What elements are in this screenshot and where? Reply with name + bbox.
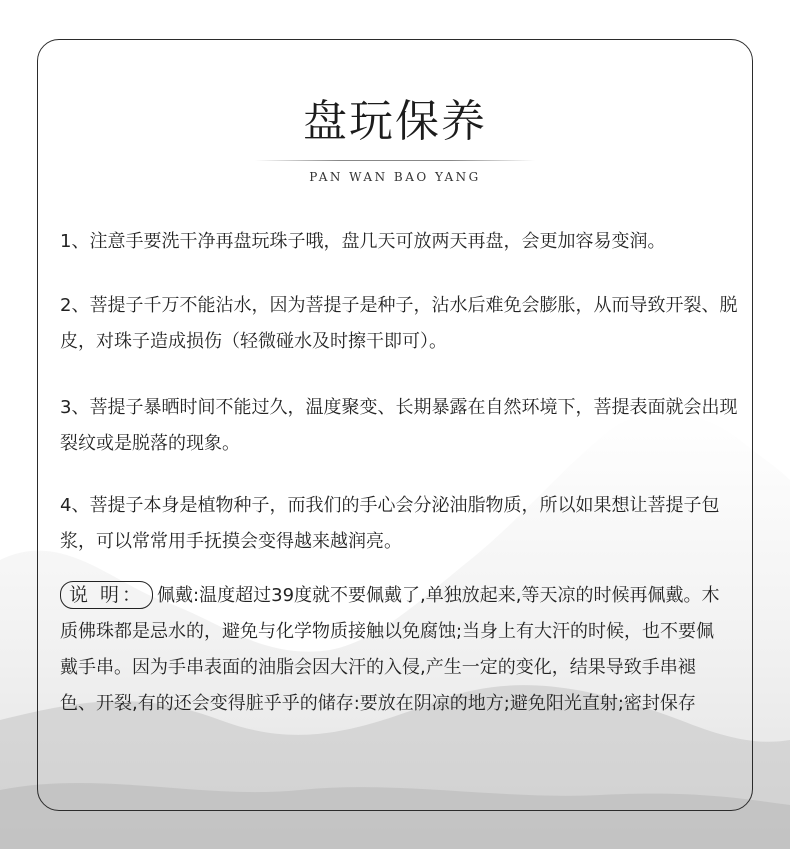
page-subtitle: PAN WAN BAO YANG	[309, 170, 481, 184]
tip-1: 1、注意手要洗干净再盘玩珠子哦，盘几天可放两天再盘，会更加容易变润。	[60, 231, 666, 252]
title-block	[0, 92, 790, 152]
note-text: 佩戴:温度超过39度就不要佩戴了,单独放起来,等天凉的时候再佩戴。木质佛珠都是忌水的，避免与化学物质接触以免腐蚀;当身上有大汗的时候，也不要佩戴手串。因为手串表面的油脂会因大汗的入侵,产生一定的变化，结果导致手串褪色、开裂,有的还会变得脏乎乎的储存:要放在阴凉的地方;避免阳光直射;密封保存	[60, 585, 720, 714]
note-label: 说 明：	[60, 581, 153, 609]
page-title: 盘玩保养	[303, 96, 487, 147]
title-divider	[255, 160, 535, 161]
note-block	[60, 578, 728, 722]
tip-2: 2、菩提子千万不能沾水，因为菩提子是种子，沾水后难免会膨胀，从而导致开裂、脱皮，对珠子造成损伤（轻微碰水及时擦干即可）。	[60, 295, 738, 352]
tip-4: 4、菩提子本身是植物种子，而我们的手心会分泌油脂物质，所以如果想让菩提子包浆，可以常常用手抚摸会变得越来越润亮。	[60, 495, 720, 552]
tip-3: 3、菩提子暴晒时间不能过久，温度聚变、长期暴露在自然环境下，菩提表面就会出现裂纹或是脱落的现象。	[60, 397, 738, 454]
